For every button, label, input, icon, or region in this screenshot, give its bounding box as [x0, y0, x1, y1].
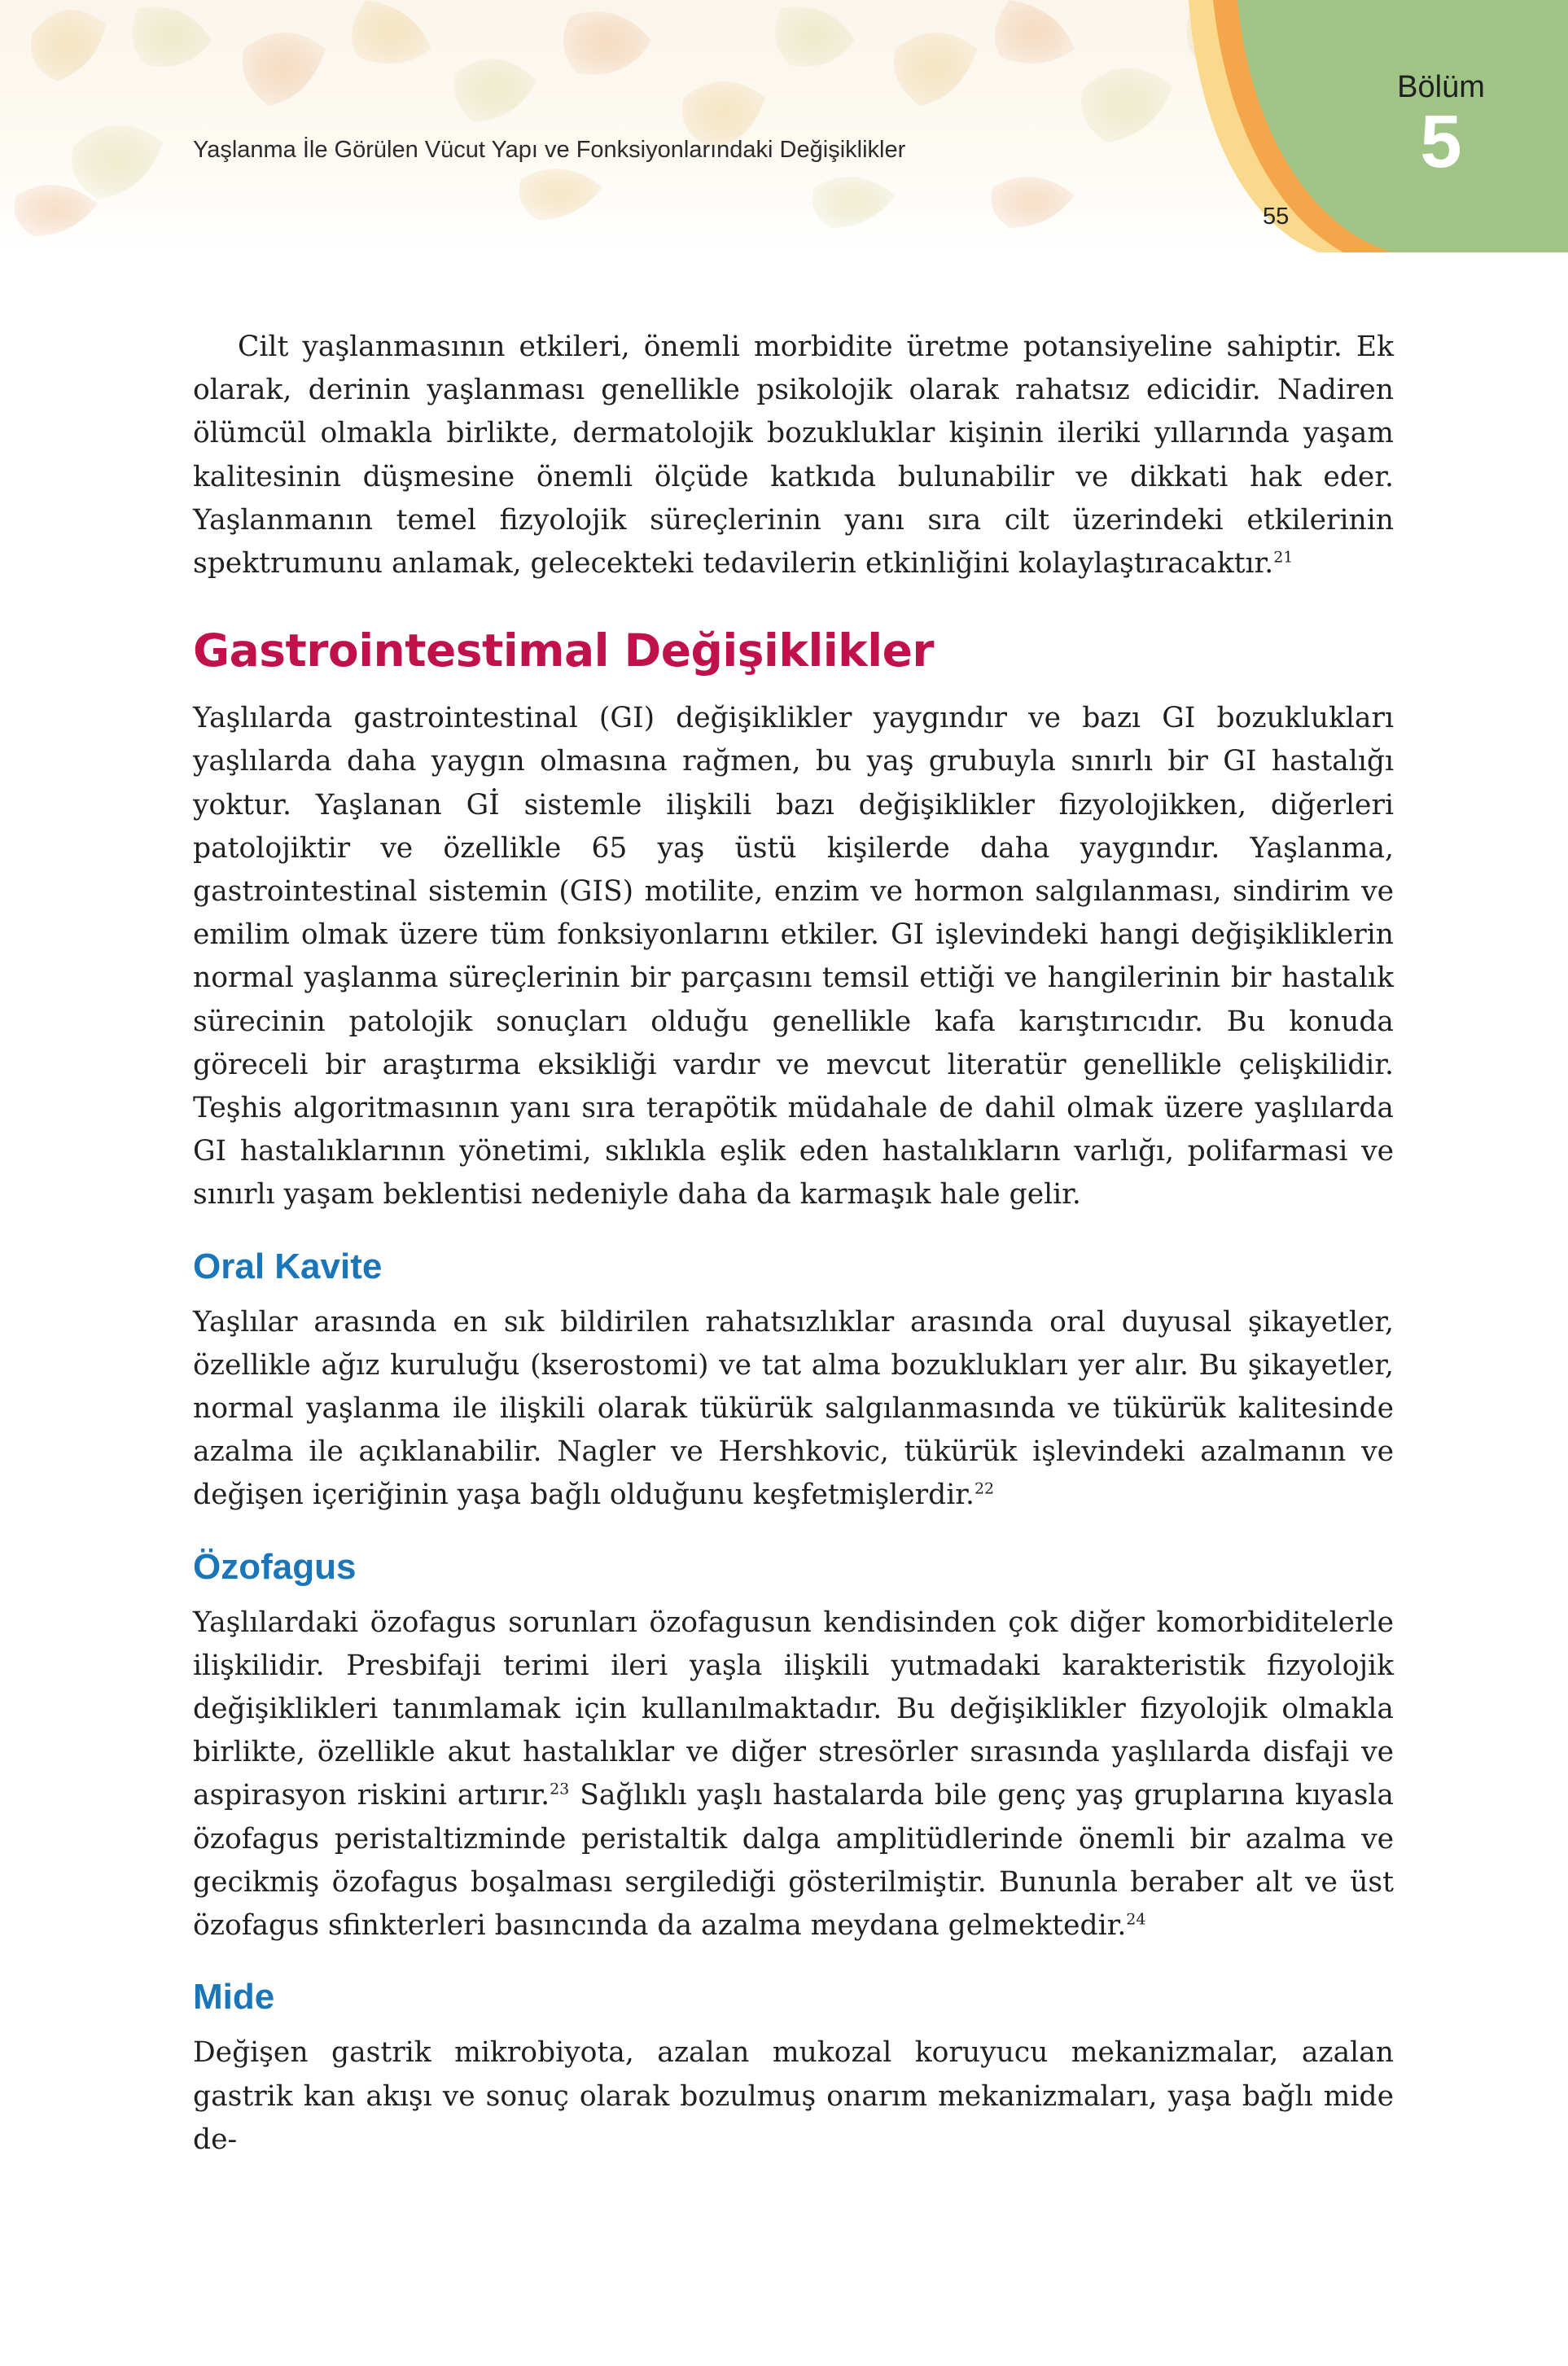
intro-text: Cilt yaşlanmasının etkileri, önemli morbidite üretme potansiyeline sahiptir. Ek olarak, derinin yaşlanması genellikle psikolojik olarak rahatsız edicidir. Nadiren ölümcül olmakla birlikte, dermatolojik bozukluklar kişinin ileriki yıllarında yaşam kalitesinin düşmesine önemli ölçüde katkıda bulunabilir ve dikkati hak eder. Yaşlanmanın temel fizyolojik süreçlerinin yanı sıra cilt üzerindeki etkilerinin spektrumunu anlamak, gelecekteki tedavilerin etkinliğini kolaylaştıracaktır. [193, 331, 1394, 581]
intro-paragraph [193, 326, 1394, 585]
mide-paragraph: Değişen gastrik mikrobiyota, azalan mukozal koruyucu mekanizmalar, azalan gastrik kan akışı ve sonuç olarak bozulmuş onarım mekanizmaları, yaşa bağlı mide de- [193, 2036, 1394, 2156]
ozofagus-text-b: Sağlıklı yaşlı hastalarda bile genç yaş gruplarına kıyasla özofagus peristaltizminde peristaltik dalga amplitüdlerinde önemli bir azalma ve gecikmiş özofagus boşalması sergilediği gösterilmiştir. Bununla beraber alt ve üst özofagus sfinkterleri basıncında da azalma meydana gelmektedir. [193, 1779, 1394, 1943]
ozofagus-paragraph [193, 1601, 1394, 1948]
reference-23: 23 [550, 1780, 570, 1799]
subsection-title-oral-kavite: Oral Kavite [193, 1246, 383, 1286]
chapter-number: 5 [1420, 100, 1462, 183]
chapter-label: Bölüm [1397, 70, 1485, 104]
running-head: Yaşlanma İle Görülen Vücut Yapı ve Fonksiyonlarındaki Değişiklikler [193, 137, 906, 163]
reference-24: 24 [1126, 1910, 1146, 1929]
subsection-title-ozofagus: Özofagus [193, 1546, 357, 1587]
autumn-leaves-decoration [0, 0, 1568, 252]
section-title-gastrointestinal: Gastrointestimal Değişiklikler [193, 624, 935, 677]
subsection-title-mide: Mide [193, 1977, 275, 2018]
page-header [0, 0, 1568, 252]
oral-kavite-paragraph [193, 1301, 1394, 1518]
reference-21: 21 [1273, 548, 1294, 567]
main-content [193, 326, 1394, 2162]
ozofagus-text-a: Yaşlılardaki özofagus sorunları özofagusun kendisinden çok diğer komorbiditelerle ilişkilidir. Presbifaji terimi ileri yaşla ilişkili yutmadaki karakteristik fizyolojik değişiklikleri tanımlamak için kullanılmaktadır. Bu değişiklikler fizyolojik olmakla birlikte, özellikle akut hastalıklar ve diğer stresörler sırasında yaşlılarda disfaji ve aspirasyon riskini artırır. [193, 1606, 1394, 1812]
oral-kavite-text: Yaşlılar arasında en sık bildirilen rahatsızlıklar arasında oral duyusal şikayetler, özellikle ağız kuruluğu (kserostomi) ve tat alma bozuklukları yer alır. Bu şikayetler, normal yaşlanma ile ilişkili olarak tükürük salgılanmasında ve tükürük kalitesinde azalma ile açıklanabilir. Nagler ve Hershkovic, tükürük işlevindeki azalmanın ve değişen içeriğinin yaşa bağlı olduğunu keşfetmişlerdir. [193, 1305, 1394, 1512]
page-number: 55 [1263, 204, 1290, 230]
gastrointestinal-paragraph: Yaşlılarda gastrointestinal (GI) değişiklikler yaygındır ve bazı GI bozuklukları yaşlılarda daha yaygın olmasına rağmen, bu yaş grubuyla sınırlı bir GI hastalığı yoktur. Yaşlanan Gİ sistemle ilişkili bazı değişiklikler fizyolojikken, diğerleri patolojiktir ve özellikle 65 yaş üstü kişilerde daha yaygındır. Yaşlanma, gastrointestinal sistemin (GIS) motilite, enzim ve hormon salgılanması, sindirim ve emilim olmak üzere tüm fonksiyonlarını etkiler. GI işlevindeki hangi değişikliklerin normal yaşlanma süreçlerinin bir parçasını temsil ettiği ve hangilerinin bir hastalık sürecinin patolojik sonuçları olduğu genellikle kafa karıştırıcıdır. Bu konuda göreceli bir araştırma eksikliği vardır ve mevcut literatür genellikle çelişkilidir. Teşhis algoritmasının yanı sıra terapötik müdahale de dahil olmak üzere yaşlılarda GI hastalıklarının yönetimi, sıklıkla eşlik eden hastalıkların varlığı, polifarmasi ve sınırlı yaşam beklentisi nedeniyle daha da karmaşık hale gelir. [193, 702, 1394, 1211]
reference-22: 22 [974, 1479, 995, 1498]
